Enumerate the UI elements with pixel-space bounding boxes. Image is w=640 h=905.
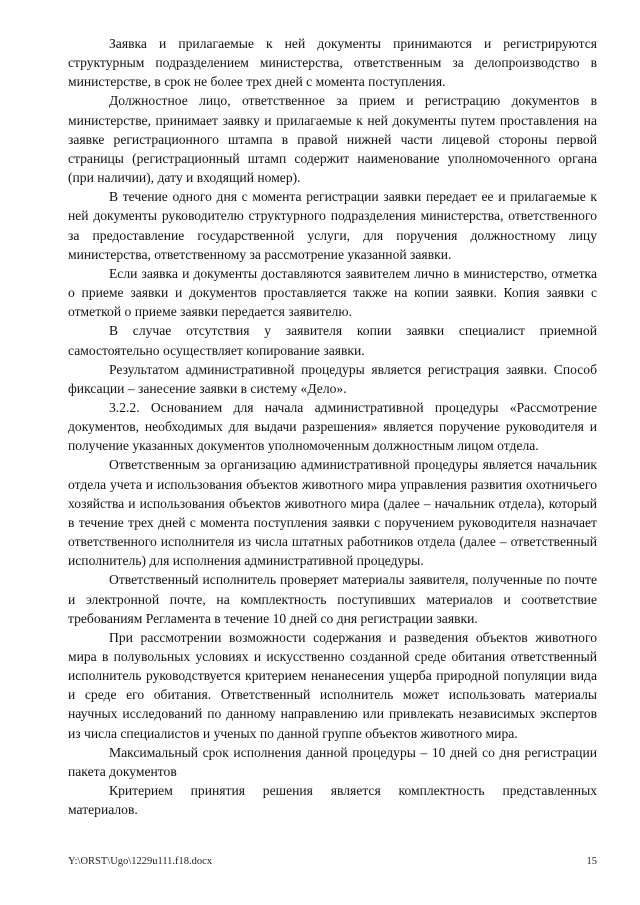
- paragraph-max-term: Максимальный срок исполнения данной процедуры – 10 дней со дня регистрации пакета документов: [68, 744, 597, 779]
- paragraph-materials-check: Ответственный исполнитель проверяет материалы заявителя, полученные по почте и электронной почте, на комплектность поступивших материалов и соответствие требованиям Регламента в течение 10 дней со дня регистрации заявки.: [68, 572, 597, 626]
- paragraph-registration-stamp: Должностное лицо, ответственное за прием и регистрацию документов в министерстве, принимает заявку и прилагаемые к ней документы путем проставления на заявке регистрационного штампа в правой нижней части лицевой стороны первой страницы (регистрационный штамп содержит наименование уполномоченного органа (при наличии), дату и входящий номер).: [68, 93, 597, 186]
- paragraph-procedure-result: Результатом административной процедуры является регистрация заявки. Способ фиксации – занесение заявки в систему «Дело».: [68, 361, 597, 396]
- paragraph-responsible-organization: Ответственным за организацию административной процедуры является начальник отдела учета и использования объектов животного мира управления развития охотничьего хозяйства и использования объектов животного мира (далее – начальник отдела), который в течение трех дней с момента поступления заявки с поручением руководителя назначает ответственного исполнителя из числа штатных работников отдела (далее – ответственный исполнитель) для исполнения административной процедуры.: [68, 457, 597, 569]
- paragraph-copy-absence: В случае отсутствия у заявителя копии заявки специалист приемной самостоятельно осуществляет копирование заявки.: [68, 323, 597, 358]
- document-body: [68, 34, 597, 819]
- paragraph-decision-criterion: Критерием принятия решения является комплектность представленных материалов.: [68, 783, 597, 818]
- paragraph-registration-deadline: Заявка и прилагаемые к ней документы принимаются и регистрируются структурным подразделением министерства, ответственным за делопроизводство в министерстве, в срок не более трех дней с момента поступления.: [68, 36, 597, 90]
- paragraph-review-criterion: При рассмотрении возможности содержания и разведения объектов животного мира в полувольных условиях и искусственно созданной среде обитания ответственный исполнитель руководствуется критерием ненанесения ущерба природной популяции вида и среде его обитания. Ответственный исполнитель может использовать материалы научных исследований по данному направлению или привлекать независимых экспертов из числа специалистов и ученых по данной группе объектов животного мира.: [68, 629, 597, 741]
- paragraph-transfer-to-department: В течение одного дня с момента регистрации заявки передает ее и прилагаемые к ней документы руководителю структурного подразделения министерства, ответственного за предоставление государственной услуги, для поручения должностному лицу министерства, ответственному за рассмотрение указанной заявки.: [68, 189, 597, 262]
- paragraph-personal-delivery: Если заявка и документы доставляются заявителем лично в министерство, отметка о приеме заявки и документов проставляется также на копии заявки. Копия заявки с отметкой о приеме заявки передается заявителю.: [68, 265, 597, 320]
- paragraph-section-3-2-2: 3.2.2. Основанием для начала административной процедуры «Рассмотрение документов, необходимых для выдачи разрешения» является поручение руководителя и получение указанных документов уполномоченным должностным лицом отдела.: [68, 399, 597, 454]
- footer-file-path: Y:\ORST\Ugo\1229u111.f18.docx: [68, 856, 213, 867]
- page-number: 15: [586, 856, 597, 867]
